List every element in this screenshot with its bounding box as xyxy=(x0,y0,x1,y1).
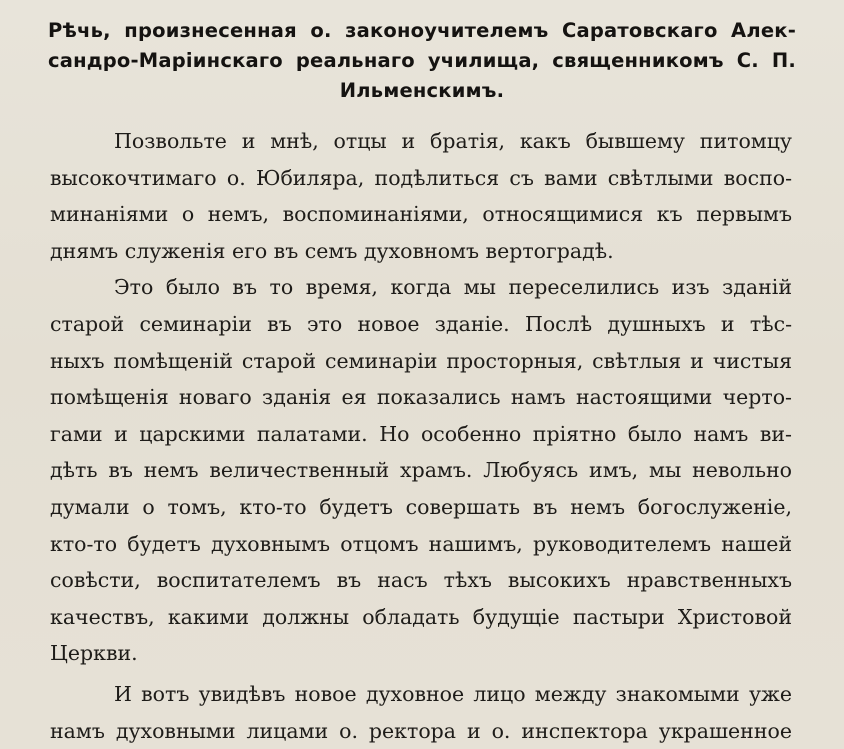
body-line: Это было въ то время, когда мы переселились изъ зданій xyxy=(50,269,792,306)
body-line: гами и царскими палатами. Но особенно пріятно было намъ ви- xyxy=(50,416,792,453)
body-line: дѣть въ немъ величественный храмъ. Любуясь имъ, мы невольно xyxy=(50,452,792,489)
body-line: кто-то будетъ духовнымъ отцомъ нашимъ, руководителемъ нашей xyxy=(50,526,792,563)
speech-body xyxy=(50,123,792,749)
body-line: минаніями о немъ, воспоминаніями, относящимися къ первымъ xyxy=(50,196,792,233)
speech-title xyxy=(48,16,796,106)
body-line: Церкви. xyxy=(50,635,792,672)
body-line: помѣщенія новаго зданія ея показались намъ настоящими черто- xyxy=(50,379,792,416)
body-line: И вотъ увидѣвъ новое духовное лицо между знакомыми уже xyxy=(50,676,792,713)
body-line: высокочтимаго о. Юбиляра, подѣлиться съ вами свѣтлыми воспо- xyxy=(50,160,792,197)
body-line: совѣсти, воспитателемъ въ насъ тѣхъ высокихъ нравственныхъ xyxy=(50,562,792,599)
title-line-3: Ильменскимъ. xyxy=(48,76,796,106)
body-line: старой семинаріи въ это новое зданіе. Послѣ душныхъ и тѣс- xyxy=(50,306,792,343)
body-line: ныхъ помѣщеній старой семинаріи просторныя, свѣтлыя и чистыя xyxy=(50,343,792,380)
body-line: намъ духовными лицами о. ректора и о. инспектора украшенное xyxy=(50,713,792,749)
title-line-1: Рѣчь, произнесенная о. законоучителемъ Саратовскаго Алек- xyxy=(48,16,796,46)
body-line: Позвольте и мнѣ, отцы и братія, какъ бывшему питомцу xyxy=(50,123,792,160)
body-line: днямъ служенія его въ семъ духовномъ вертоградѣ. xyxy=(50,233,792,270)
body-line: думали о томъ, кто-то будетъ совершать въ немъ богослуженіе, xyxy=(50,489,792,526)
body-line: качествъ, какими должны обладать будущіе пастыри Христовой xyxy=(50,599,792,636)
title-line-2: сандро-Маріинскаго реальнаго училища, священникомъ С. П. xyxy=(48,46,796,76)
